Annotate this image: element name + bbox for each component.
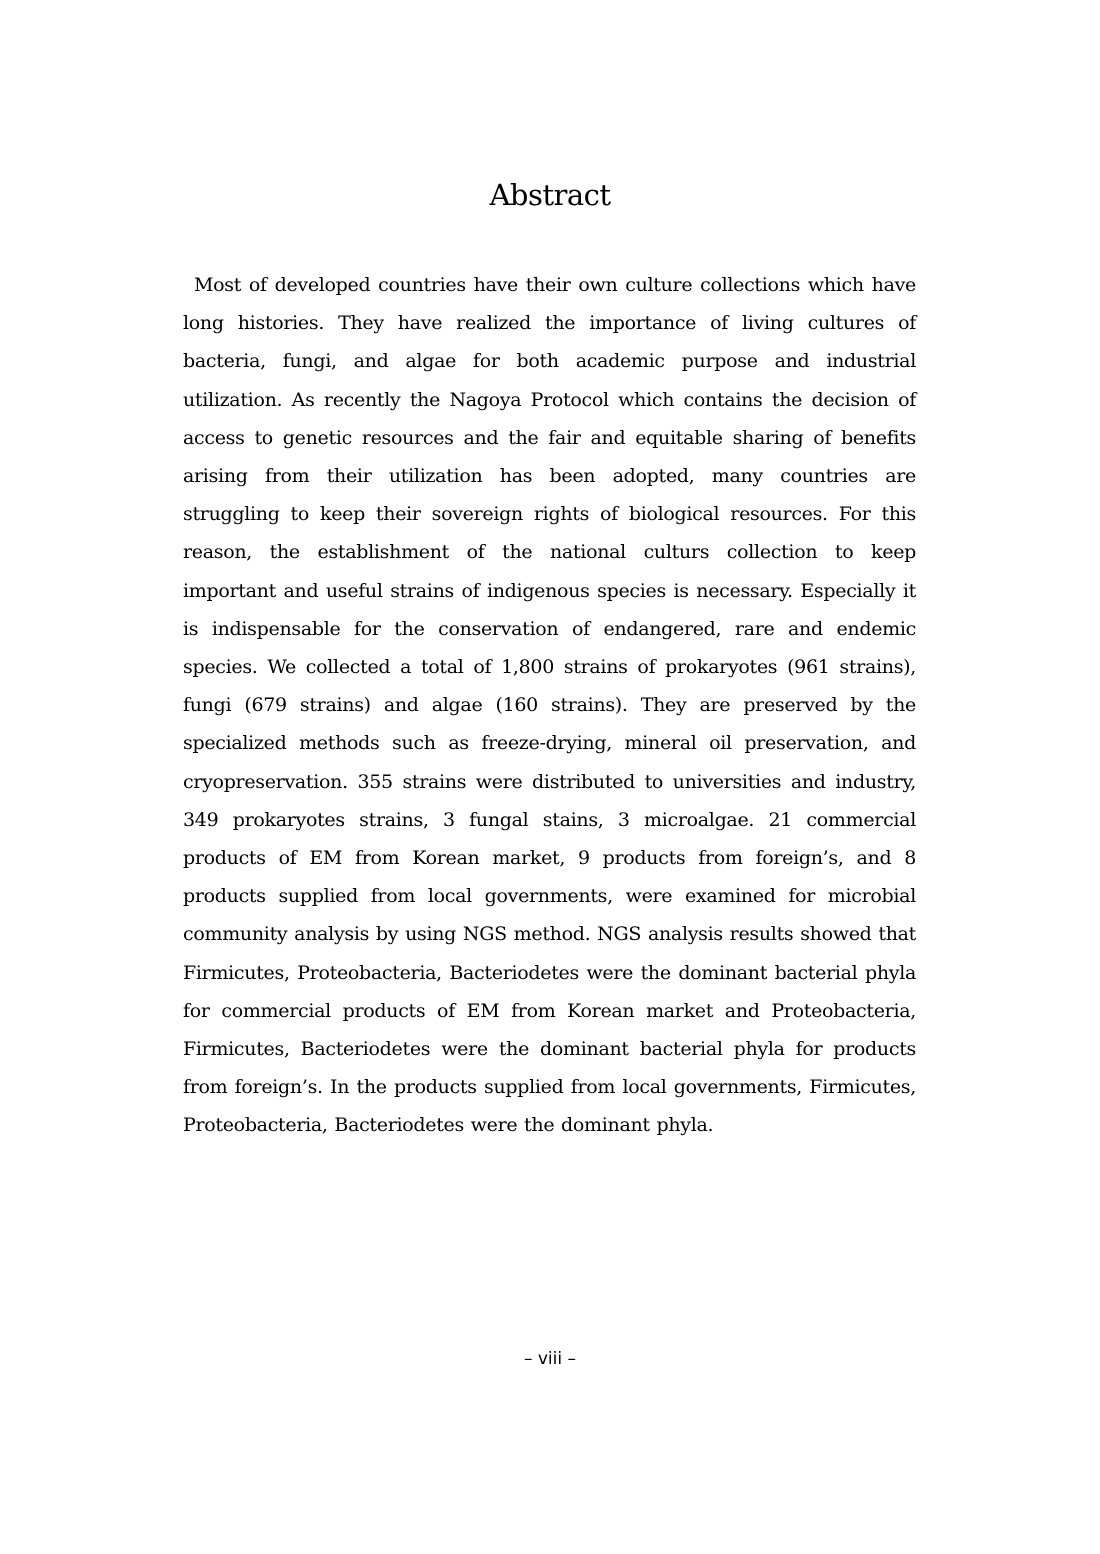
page-title: Abstract: [489, 178, 611, 212]
abstract-paragraph: Most of developed countries have their own culture collections which have long histories. They have realized the importance of living cultures of bacteria, fungi, and algae for both academic purpose and industrial utilization. As recently the Nagoya Protocol which contains the decision of access to genetic resources and the fair and equitable sharing of benefits arising from their utilization has been adopted, many countries are struggling to keep their sovereign rights of biological resources. For this reason, the establishment of the national culturs collection to keep important and useful strains of indigenous species is necessary. Especially it is indispensable for the conservation of endangered, rare and endemic species. We collected a total of 1,800 strains of prokaryotes (961 strains), fungi (679 strains) and algae (160 strains). They are preserved by the specialized methods such as freeze-drying, mineral oil preservation, and cryopreservation. 355 strains were distributed to universities and industry, 349 prokaryotes strains, 3 fungal stains, 3 microalgae. 21 commercial products of EM from Korean market, 9 products from foreign’s, and 8 products supplied from local governments, were examined for microbial community analysis by using NGS method. NGS analysis results showed that Firmicutes, Proteobacteria, Bacteriodetes were the dominant bacterial phyla for commercial products of EM from Korean market and Proteobacteria, Firmicutes, Bacteriodetes were the dominant bacterial phyla for products from foreign’s. In the products supplied from local governments, Firmicutes, Proteobacteria, Bacteriodetes were the dominant phyla.: [183, 274, 916, 1137]
page-number: – viii –: [523, 1349, 577, 1369]
